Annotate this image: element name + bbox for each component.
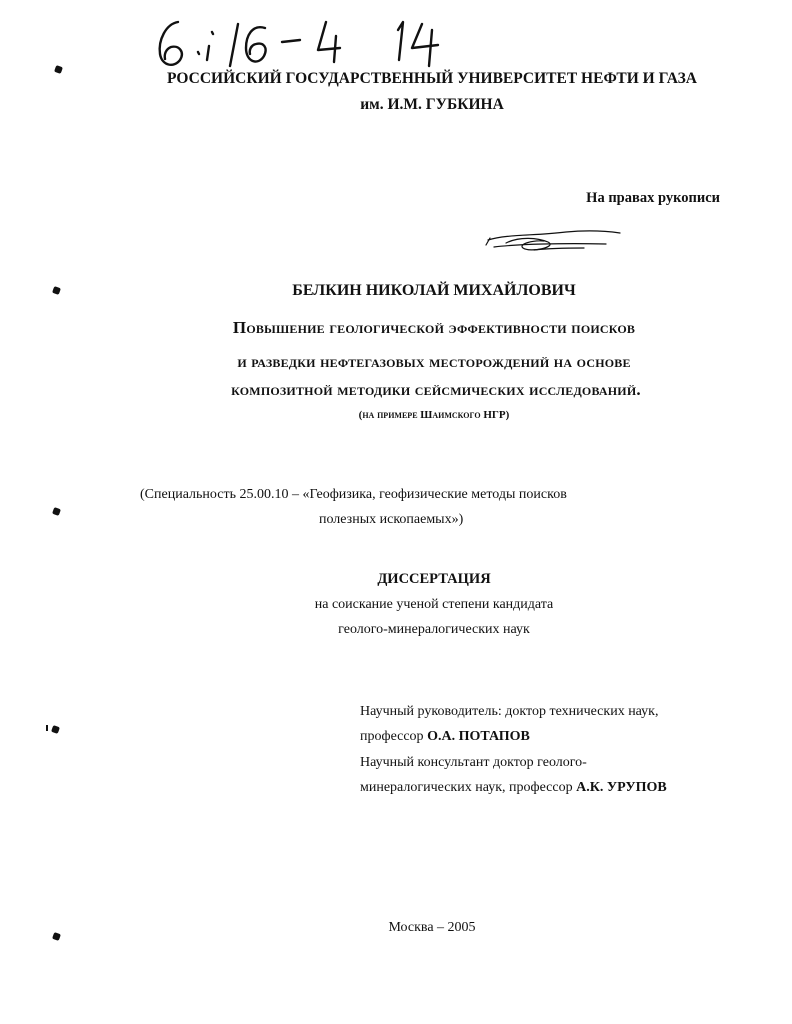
consultant-title: минералогических наук, профессор — [360, 780, 577, 795]
thesis-title-line: композитной методики сейсмических исследований. — [231, 380, 641, 399]
signature-drawing — [478, 226, 628, 260]
archive-mark-drawing — [150, 14, 470, 76]
specialty-line-continuation: полезных ископаемых») — [319, 512, 464, 527]
supervisor-line: Научный руководитель: доктор технических наук, — [360, 704, 659, 719]
city-year: Москва – 2005 — [388, 920, 476, 935]
document-type: ДИССЕРТАЦИЯ — [377, 571, 491, 587]
thesis-subtitle: (на примере Шаимского НГР) — [358, 409, 510, 421]
author-name: БЕЛКИН НИКОЛАЙ МИХАЙЛОВИЧ — [292, 282, 576, 299]
specialty-line: (Специальность 25.00.10 – «Геофизика, геофизические методы поисков — [140, 487, 567, 502]
supervisor-title: профессор — [360, 729, 428, 744]
supervisor-name: О.А. ПОТАПОВ — [427, 729, 530, 744]
degree-line: геолого-минералогических наук — [338, 622, 530, 637]
archive-handwritten-mark — [150, 14, 470, 76]
consultant-name: А.К. УРУПОВ — [576, 780, 667, 795]
university-name-suffix: им. И.М. ГУБКИНА — [360, 96, 504, 113]
supervisor-name-line — [360, 729, 530, 745]
manuscript-rights-label: На правах рукописи — [586, 190, 720, 206]
consultant-name-line — [360, 780, 667, 796]
degree-line: на соискание ученой степени кандидата — [314, 597, 554, 612]
thesis-title-line: Повышение геологической эффективности поисков — [232, 318, 636, 337]
university-name: РОССИЙСКИЙ ГОСУДАРСТВЕННЫЙ УНИВЕРСИТЕТ НЕФТИ И ГАЗА — [167, 70, 697, 87]
scan-mark — [52, 507, 61, 516]
author-signature — [478, 226, 628, 260]
consultant-line: Научный консультант доктор геолого- — [360, 755, 587, 770]
scan-mark — [46, 725, 48, 731]
scan-mark — [51, 725, 60, 734]
thesis-title-line: и разведки нефтегазовых месторождений на основе — [237, 352, 631, 371]
